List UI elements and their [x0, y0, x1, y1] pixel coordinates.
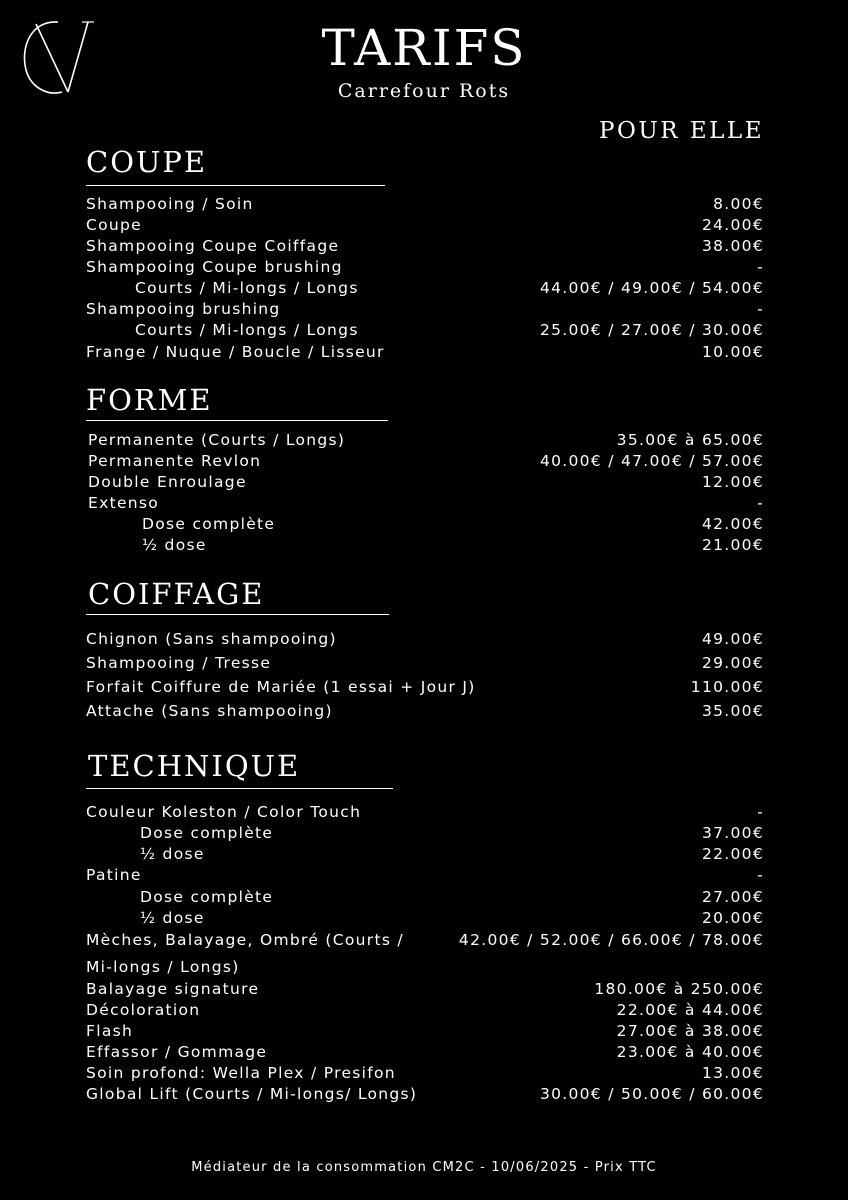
service-label: Balayage signature: [86, 980, 260, 998]
price-row: [88, 451, 764, 472]
service-price: 38.00€: [701, 237, 764, 255]
price-row: [86, 823, 764, 844]
price-row: [86, 278, 764, 299]
service-price: 35.00€: [701, 702, 764, 720]
service-price: 44.00€ / 49.00€ / 54.00€: [539, 279, 764, 297]
service-price: 29.00€: [701, 654, 764, 672]
section-title-technique: TECHNIQUE: [88, 749, 301, 783]
service-label: Effassor / Gommage: [86, 1043, 268, 1061]
service-label: ½ dose: [142, 536, 207, 554]
service-price: 10.00€: [701, 343, 764, 361]
service-label-continuation: Mi-longs / Longs): [86, 958, 240, 976]
service-price: 35.00€ à 65.00€: [616, 431, 764, 449]
price-row: [86, 1042, 764, 1063]
service-label: Global Lift (Courts / Mi-longs/ Longs): [86, 1085, 418, 1103]
service-price: 13.00€: [701, 1064, 764, 1082]
price-row: [88, 493, 764, 514]
service-price: 21.00€: [701, 536, 764, 554]
price-row: [86, 194, 764, 215]
service-label: Shampooing / Tresse: [86, 654, 272, 672]
price-row: [86, 342, 764, 363]
page-title: TARIFS: [321, 19, 527, 77]
price-row: [86, 215, 764, 236]
price-row: [86, 257, 764, 278]
service-price: 22.00€: [701, 845, 764, 863]
service-price: 23.00€ à 40.00€: [616, 1043, 764, 1061]
service-label: ½ dose: [140, 845, 205, 863]
service-price: 24.00€: [701, 216, 764, 234]
service-label: Forfait Coiffure de Mariée (1 essai + Jour J): [86, 678, 476, 696]
page-subtitle: Carrefour Rots: [337, 80, 511, 102]
price-row: [86, 865, 764, 886]
service-price: 42.00€: [701, 515, 764, 533]
service-label: Shampooing / Soin: [86, 195, 254, 213]
price-row: [86, 930, 764, 951]
price-row: [86, 844, 764, 865]
service-label: Double Enroulage: [88, 473, 247, 491]
price-row: [86, 653, 764, 674]
service-price: 12.00€: [701, 473, 764, 491]
section-title-forme: FORME: [86, 383, 213, 417]
price-row: [86, 1021, 764, 1042]
service-label: Extenso: [88, 494, 160, 512]
service-label: Permanente Revlon: [88, 452, 262, 470]
service-label: Flash: [86, 1022, 134, 1040]
section-divider: [86, 420, 388, 421]
section-divider: [86, 614, 389, 615]
service-price: 8.00€: [713, 195, 764, 213]
service-label: Frange / Nuque / Boucle / Lisseur: [86, 343, 385, 361]
service-label: Shampooing Coupe Coiffage: [86, 237, 340, 255]
service-label: Courts / Mi-longs / Longs: [135, 279, 359, 297]
service-label: Permanente (Courts / Longs): [88, 431, 346, 449]
service-label: Shampooing brushing: [86, 300, 281, 318]
price-row: [86, 1000, 764, 1021]
price-row: [86, 320, 764, 341]
price-row: [88, 535, 764, 556]
service-price: 42.00€ / 52.00€ / 66.00€ / 78.00€: [458, 931, 764, 949]
service-label: Décoloration: [86, 1001, 201, 1019]
service-price: 40.00€ / 47.00€ / 57.00€: [539, 452, 764, 470]
section-divider: [86, 185, 385, 186]
service-price: 180.00€ à 250.00€: [594, 980, 764, 998]
service-label: Dose complète: [140, 824, 274, 842]
service-label: Mèches, Balayage, Ombré (Courts /: [86, 931, 404, 949]
service-label: Coupe: [86, 216, 143, 234]
service-label: Dose complète: [142, 515, 276, 533]
price-row: [86, 236, 764, 257]
price-row: [88, 514, 764, 535]
price-row: [86, 1063, 764, 1084]
price-row: [86, 979, 764, 1000]
service-label: Dose complète: [140, 888, 274, 906]
price-row: [88, 430, 764, 451]
service-price: 49.00€: [701, 630, 764, 648]
service-label: Chignon (Sans shampooing): [86, 630, 337, 648]
service-price: 30.00€ / 50.00€ / 60.00€: [539, 1085, 764, 1103]
price-row: [86, 887, 764, 908]
service-price: 27.00€ à 38.00€: [616, 1022, 764, 1040]
price-row: [88, 472, 764, 493]
service-price: 25.00€ / 27.00€ / 30.00€: [539, 321, 764, 339]
service-price: -: [757, 866, 764, 884]
service-price: 110.00€: [690, 678, 764, 696]
service-label: Courts / Mi-longs / Longs: [135, 321, 359, 339]
price-row: [86, 701, 764, 722]
price-row: [86, 299, 764, 320]
price-row: [86, 677, 764, 698]
price-row: [86, 908, 764, 929]
service-price: -: [757, 300, 764, 318]
service-label: Couleur Koleston / Color Touch: [86, 803, 362, 821]
service-price: 22.00€ à 44.00€: [616, 1001, 764, 1019]
section-divider: [86, 788, 393, 789]
price-row: [86, 802, 764, 823]
section-title-coupe: COUPE: [86, 145, 208, 179]
service-label: Attache (Sans shampooing): [86, 702, 333, 720]
service-price: -: [757, 494, 764, 512]
service-price: 27.00€: [701, 888, 764, 906]
service-label: Soin profond: Wella Plex / Presifon: [86, 1064, 396, 1082]
service-label: Patine: [86, 866, 142, 884]
service-price: -: [757, 803, 764, 821]
service-price: -: [757, 258, 764, 276]
service-label: Shampooing Coupe brushing: [86, 258, 343, 276]
price-row: [86, 629, 764, 650]
service-price: 20.00€: [701, 909, 764, 927]
section-title-coiffage: COIFFAGE: [88, 577, 265, 611]
service-price: 37.00€: [701, 824, 764, 842]
price-row: [86, 1084, 764, 1105]
footer-note: Médiateur de la consommation CM2C - 10/06/2025 - Prix TTC: [191, 1160, 657, 1175]
service-label: ½ dose: [140, 909, 205, 927]
column-label: POUR ELLE: [599, 118, 764, 144]
